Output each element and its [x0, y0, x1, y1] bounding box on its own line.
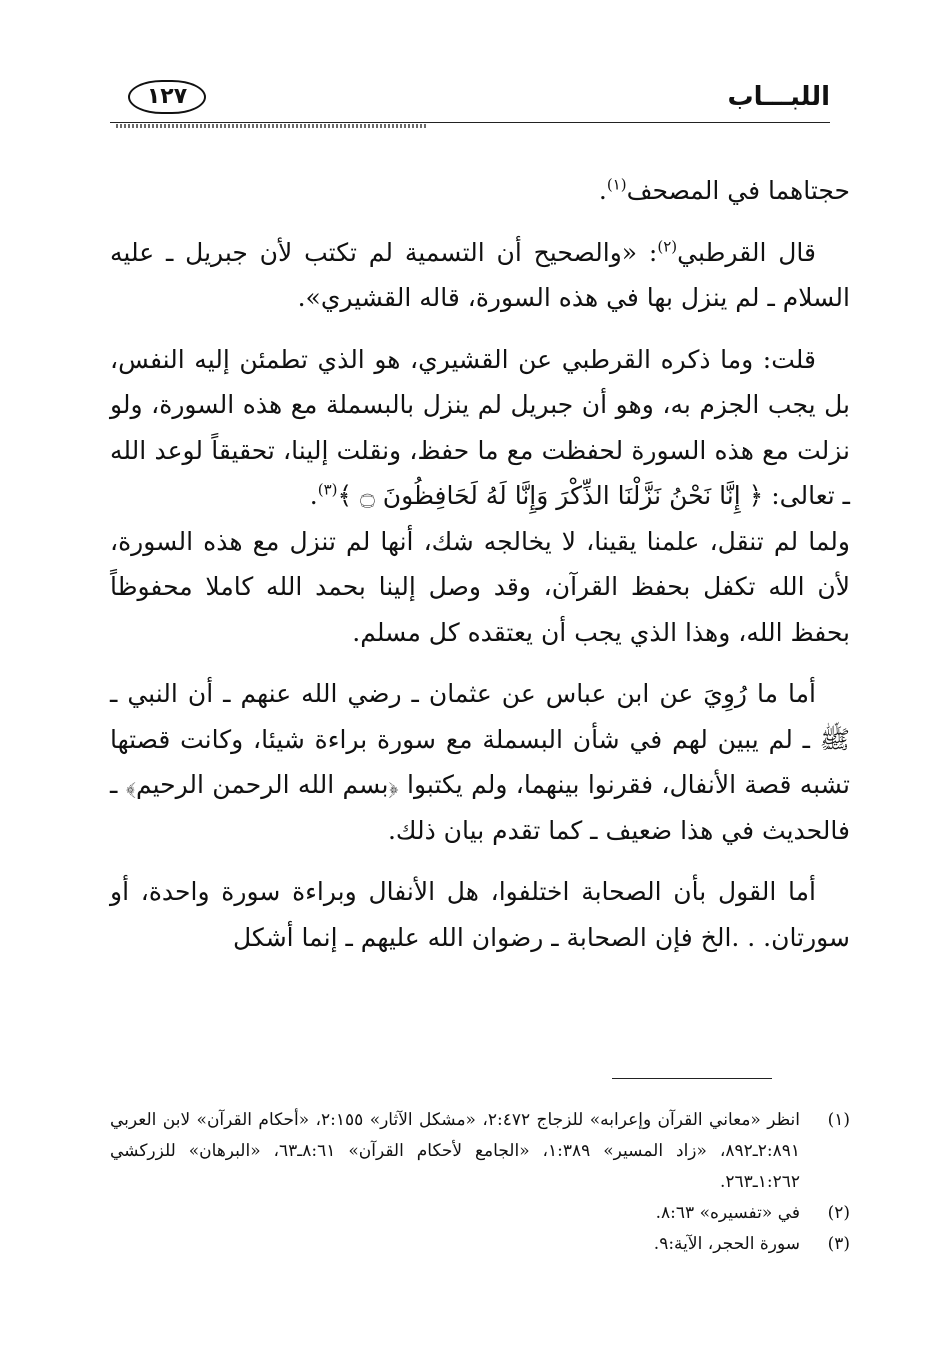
header-decorative-dots [116, 124, 426, 128]
footnote-rule [612, 1078, 772, 1079]
footnote-ref-3: (٣) [317, 480, 338, 499]
paragraph-3 [110, 337, 850, 519]
paragraph-2 [110, 230, 850, 321]
footnote-2 [110, 1198, 850, 1229]
footnote-text: في «تفسيره» ٨:٦٣. [655, 1203, 800, 1223]
page-number: ١٢٧ [128, 80, 206, 114]
footnote-1 [110, 1105, 850, 1198]
paragraph-1 [110, 168, 850, 214]
paragraph-2-rest: : «والصحيح أن التسمية لم تكتب لأن جبريل ـ عليه السلام ـ لم ينزل بها في هذه السورة، قاله القشيري». [110, 237, 850, 312]
footnote-number: (١) [827, 1110, 850, 1130]
header-rule [110, 122, 830, 123]
page-header [110, 78, 830, 128]
body-text [110, 168, 850, 976]
paragraph-2-lead: قال القرطبي [677, 237, 816, 267]
paragraph-1-text: حجتاهما في المصحف [626, 176, 850, 205]
footnotes [110, 1105, 850, 1260]
paragraph-6: أما القول بأن الصحابة اختلفوا، هل الأنفال وبراءة سورة واحدة، أو سورتان. . .الخ فإن الصحابة ـ رضوان الله عليهم ـ إنما أشكل [110, 877, 850, 952]
paragraph-4: ولما لم تنقل، علمنا يقينا، لا يخالجه شك، أنها لم تنزل مع هذه السورة، لأن الله تكفل بحفظ القرآن، وقد وصل إلينا بحمد الله كاملا محفوظاً بحفظ الله، وهذا الذي يجب أن يعتقده كل مسلم. [110, 526, 850, 647]
footnote-number: (٢) [827, 1203, 850, 1223]
footnote-ref-2: (٢) [657, 237, 678, 256]
paragraph-3-end: . [309, 481, 318, 510]
footnote-3 [110, 1229, 850, 1260]
paragraph-3-text: قلت: وما ذكره القرطبي عن القشيري، هو الذي تطمئن إليه النفس، بل يجب الجزم به، وهو أن جبريل لم ينزل بالبسملة مع هذه السورة، ولو نزلت مع هذه السورة لحفظت مع ما حفظ، ونقلت إلينا، تحقيقاً لوعد الله ـ تعالى: ﴿ إِنَّا نَحْنُ نَزَّلْنَا الذِّكْرَ وَإِنَّا لَهُ لَحَافِظُونَ ۝ ﴾ [110, 344, 850, 510]
footnote-number: (٣) [827, 1234, 850, 1254]
footnote-ref-1: (١) [606, 175, 627, 194]
footnote-text: سورة الحجر، الآية:٩. [653, 1234, 800, 1254]
paragraph-5: أما ما رُوِيَ عن ابن عباس عن عثمان ـ رضي الله عنهم ـ أن النبي ـ ﷺ ـ لم يبين لهم في شأن البسملة مع سورة براءة شيئا، وكانت قصتها تشبه قصة الأنفال، فقرنوا بينهما، ولم يكتبوا ﴿بسم الله الرحمن الرحيم﴾ ـ فالحديث في هذا ضعيف ـ كما تقدم بيان ذلك. [110, 679, 850, 845]
paragraph-1-end: . [598, 176, 607, 205]
running-title: اللبـــاب [727, 82, 830, 112]
footnote-text: انظر «معاني القرآن وإعرابه» للزجاج ٢:٤٧٢، «مشكل الآثار» ٢:١٥٥، «أحكام القرآن» لابن العربي ٢:٨٩١ـ٨٩٢، «زاد المسير» ١:٣٨٩، «الجامع لأحكام القرآن» ٨:٦١ـ٦٣، «البرهان» للزركشي ١:٢٦٢ـ٢٦٣. [110, 1110, 801, 1192]
